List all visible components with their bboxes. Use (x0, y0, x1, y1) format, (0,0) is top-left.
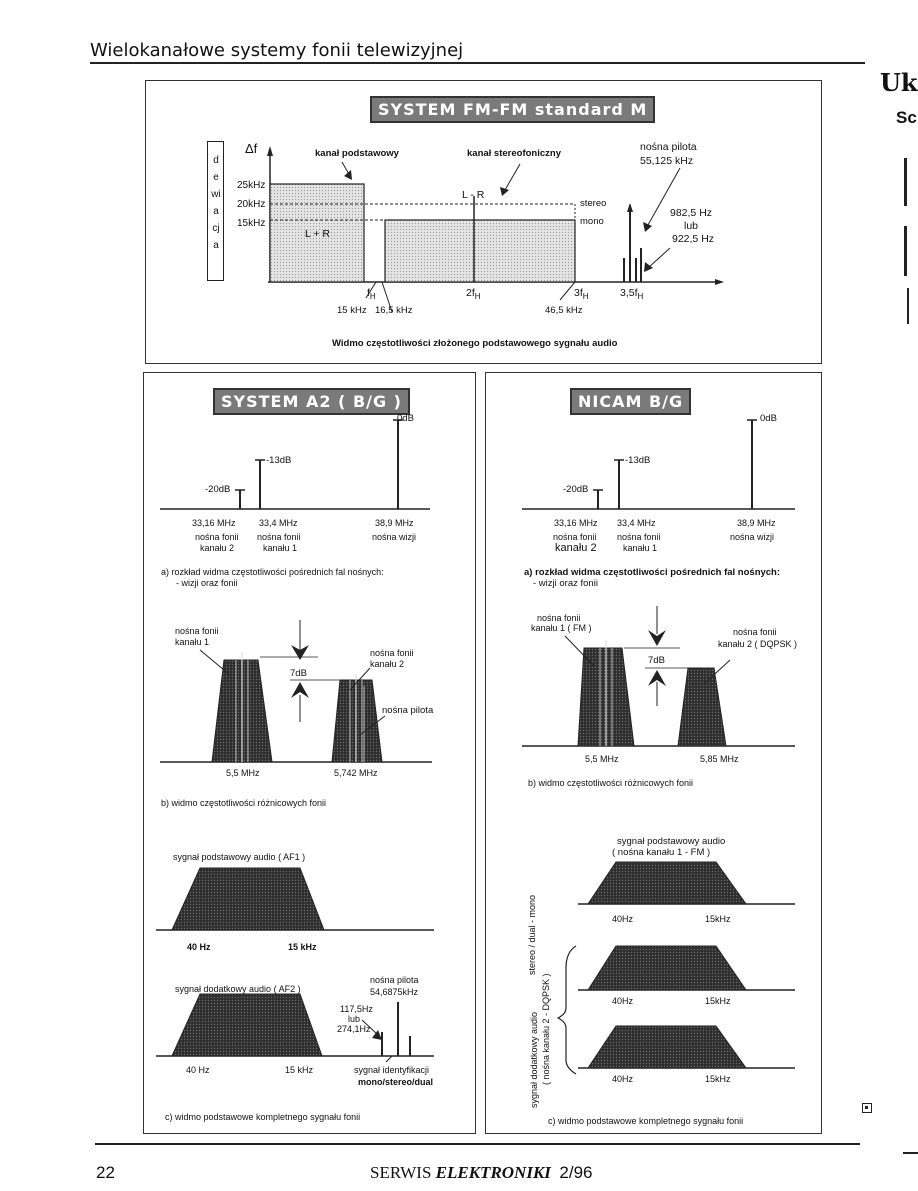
nicam-k1b: kanału 1 ( FM ) (531, 623, 592, 633)
nicam-m13db: -13dB (625, 455, 651, 466)
nicam-carrier-1b: kanału 2 (555, 542, 597, 554)
nicam-caption-a2: - wizji oraz fonii (533, 578, 598, 589)
a2-af1-x2: 15 kHz (288, 942, 317, 952)
fm-delta-f: Δf (245, 141, 258, 156)
fm-x-15khz: 15 kHz (337, 305, 367, 316)
a2-x-5742: 5,742 MHz (334, 768, 378, 778)
fm-tick-20: 20kHz (237, 199, 266, 210)
nicam-0db: 0dB (760, 413, 777, 424)
nicam-freq-334: 33,4 MHz (617, 518, 656, 528)
footer-magazine: SERWIS ELEKTRONIKI 2/96 (370, 1163, 593, 1182)
a2-carrier-2a: nośna fonii (257, 532, 301, 542)
deviation-label: dewiacja (211, 155, 221, 251)
footer-rule (95, 1143, 860, 1145)
a2-k2a: nośna fonii (370, 648, 414, 658)
nicam-caption-c: c) widmo podstawowe kompletnego sygnału fonii (548, 1116, 744, 1126)
page-header-title: Wielokanałowe systemy fonii telewizyjnej (90, 40, 464, 61)
nicam-x15-3: 15kHz (705, 1074, 731, 1084)
side-fragment-sub: Sc (896, 108, 917, 127)
footer-page-number: 22 (96, 1163, 115, 1182)
a2-k1b: kanału 1 (175, 637, 210, 647)
fm-stereo-channel-label: kanał stereofoniczny (467, 148, 561, 159)
a2-caption-b: b) widmo częstotliwości różnicowych fonii (161, 798, 327, 808)
a2-caption-a1: a) rozkład widma częstotliwości pośrednich fal nośnych: (161, 567, 384, 577)
fm-panel-title: SYSTEM FM-FM standard M (370, 96, 655, 123)
nicam-caption-b: b) widmo częstotliwości różnicowych fonii (528, 778, 694, 788)
a2-carrier-1b: kanału 2 (200, 543, 235, 553)
a2-carrier-3: nośna wizji (372, 532, 417, 542)
fm-x-fh: $f_H$ (367, 287, 376, 302)
a2-ident-2: mono/stereo/dual (358, 1077, 434, 1087)
nicam-x40-3: 40Hz (612, 1074, 634, 1084)
fm-lr-sum-label: L + R (305, 228, 330, 240)
a2-caption-a2: - wizji oraz fonii (176, 578, 238, 588)
fm-x-35fh: $3,5f_H$ (620, 287, 644, 302)
a2-caption-c: c) widmo podstawowe kompletnego sygnału fonii (165, 1112, 361, 1122)
fm-caption: Widmo częstotliwości złożonego podstawowego sygnału audio (332, 338, 618, 349)
nicam-rot-extra2: ( nośna kanału 2 - DQPSK ) (541, 973, 551, 1085)
nicam-carrier-3: nośna wizji (730, 532, 775, 542)
nicam-carrier-1a: nośna fonii (553, 532, 597, 542)
a2-af1-label: sygnał podstawowy audio ( AF1 ) (173, 852, 306, 862)
a2-panel-title: SYSTEM A2 ( B/G ) (213, 388, 410, 415)
a2-freq-3316: 33,16 MHz (192, 518, 236, 528)
footer-side-rule (903, 1152, 918, 1154)
a2-id-2741: 274,1Hz (337, 1024, 371, 1034)
fm-freq-922: 922,5 Hz (672, 233, 715, 245)
fm-base-channel-label: kanał podstawowy (315, 148, 399, 159)
a2-freq-334: 33,4 MHz (259, 518, 298, 528)
nicam-rot-extra: sygnał dodatkowy audio (529, 1011, 539, 1108)
nicam-x40-1: 40Hz (612, 914, 634, 924)
a2-freq-389: 38,9 MHz (375, 518, 414, 528)
a2-pilot2b: 54,6875kHz (370, 987, 419, 997)
a2-k2b: kanału 2 (370, 659, 405, 669)
fm-x-165khz: 16,5 kHz (375, 305, 413, 316)
nicam-carrier-2a: nośna fonii (617, 532, 661, 542)
nicam-caption-a1: a) rozkład widma częstotliwości pośrednich fal nośnych: (524, 567, 781, 578)
fm-pilot-label: nośna pilota (640, 141, 697, 153)
fm-tick-25: 25kHz (237, 180, 266, 191)
a2-carrier-1a: nośna fonii (195, 532, 239, 542)
fm-freq-982: 982,5 Hz (670, 207, 713, 219)
fm-stereo-label: stereo (580, 198, 607, 209)
fm-lr-diff-label: L - R (462, 189, 485, 201)
nicam-x15-1: 15kHz (705, 914, 731, 924)
a2-pilot2a: nośna pilota (370, 975, 419, 985)
nicam-x-585: 5,85 MHz (700, 754, 739, 764)
a2-af1-x1: 40 Hz (187, 942, 211, 952)
nicam-rot-mode: stereo / dual - mono (527, 894, 537, 975)
fm-freq-or: lub (684, 220, 699, 232)
fm-x-465khz: 46,5 kHz (545, 305, 583, 316)
nicam-k1a: nośna fonii (537, 613, 581, 623)
fm-x-2fh: $2f_H$ (466, 287, 481, 302)
fm-tick-15: 15kHz (237, 218, 266, 229)
nicam-freq-3316: 33,16 MHz (554, 518, 598, 528)
nicam-freq-389: 38,9 MHz (737, 518, 776, 528)
nicam-carrier-2b: kanału 1 (623, 543, 658, 553)
a2-m20db: -20dB (205, 484, 231, 495)
nicam-base-label-1: sygnał podstawowy audio (617, 836, 726, 847)
a2-0db: 0dB (397, 413, 414, 424)
side-fragment-heading: Uk (880, 68, 918, 97)
a2-af2-label: sygnał dodatkowy audio ( AF2 ) (175, 984, 301, 994)
nicam-x-55: 5,5 MHz (585, 754, 619, 764)
nicam-k2a: nośna fonii (733, 627, 777, 637)
a2-af2-x1: 40 Hz (186, 1065, 210, 1075)
a2-7db: 7dB (290, 668, 307, 679)
a2-id-or: lub (348, 1014, 361, 1024)
a2-pilot: nośna pilota (382, 705, 434, 716)
fm-x-3fh: $3f_H$ (574, 287, 589, 302)
nicam-x40-2: 40Hz (612, 996, 634, 1006)
fm-pilot-freq: 55,125 kHz (640, 155, 694, 167)
a2-af2-x2: 15 kHz (285, 1065, 314, 1075)
nicam-m20db: -20dB (563, 484, 589, 495)
nicam-k2b: kanału 2 ( DQPSK ) (718, 639, 798, 649)
fm-mono-label: mono (580, 216, 604, 227)
a2-x-55: 5,5 MHz (226, 768, 260, 778)
a2-ident-1: sygnał identyfikacji (354, 1065, 430, 1075)
a2-carrier-2b: kanału 1 (263, 543, 298, 553)
a2-m13db: -13dB (266, 455, 292, 466)
nicam-base-label-2: ( nośna kanału 1 - FM ) (612, 847, 711, 858)
nicam-7db: 7dB (648, 655, 665, 666)
nicam-x15-2: 15kHz (705, 996, 731, 1006)
a2-k1a: nośna fonii (175, 626, 219, 636)
a2-id-1175: 117,5Hz (340, 1004, 373, 1014)
nicam-panel-title: NICAM B/G (570, 388, 691, 415)
